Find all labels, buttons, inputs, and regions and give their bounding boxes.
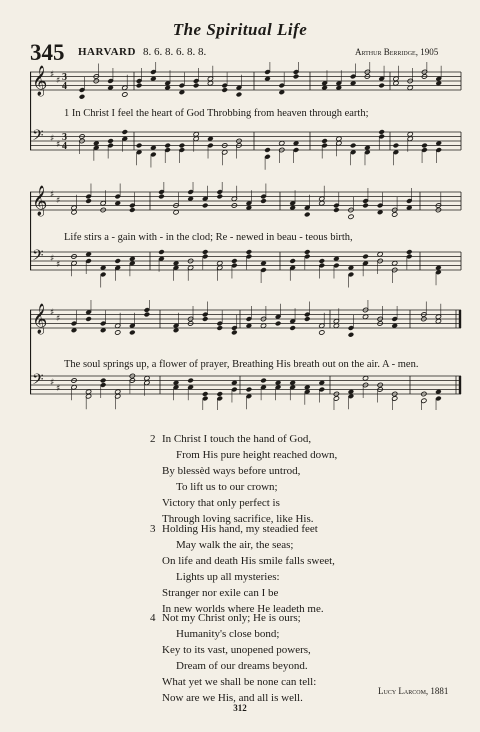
stanza-line: What yet we shall be none can tell:	[162, 676, 317, 688]
note-head	[173, 328, 179, 333]
note-head	[336, 85, 342, 90]
note-head	[158, 194, 164, 199]
stanza-2	[150, 431, 337, 527]
note-head	[364, 145, 370, 150]
bass-clef-icon: 𝄢	[32, 247, 44, 268]
note-head	[290, 325, 296, 330]
bass-staff	[30, 247, 461, 270]
note-head	[377, 210, 383, 215]
meter: 8. 6. 8. 6. 8. 8.	[143, 46, 207, 58]
note-head	[231, 380, 237, 385]
note-head	[144, 312, 150, 317]
note-head	[319, 380, 325, 385]
stanza-line: In Christ I touch the hand of God,	[162, 433, 312, 445]
note-head	[193, 83, 199, 88]
note-head	[217, 261, 223, 266]
note-head	[122, 129, 128, 134]
note-head	[304, 385, 310, 390]
note-head	[321, 138, 327, 143]
note-head	[379, 83, 385, 88]
sharp-icon: ♯	[56, 384, 61, 394]
stanza-line: Victory that only perfect is	[162, 497, 280, 509]
note-head	[202, 391, 208, 396]
note-head	[392, 323, 398, 328]
treble-clef-icon: 𝄞	[32, 304, 48, 334]
stanza-line: Humanity's close bond;	[176, 628, 280, 640]
composer-credit: Arthur Berridge, 1905	[355, 47, 439, 57]
note-head	[435, 265, 441, 270]
stanza-line: Lights up all mysteries:	[176, 571, 280, 583]
note-head	[407, 132, 413, 137]
note-head	[348, 265, 354, 270]
sharp-icon: ♯	[56, 314, 61, 324]
note-head	[246, 387, 252, 392]
note-head	[362, 254, 368, 259]
note-head	[392, 261, 398, 266]
music-staves	[30, 300, 462, 410]
note-head	[79, 94, 85, 99]
note-head	[100, 378, 106, 383]
note-head	[236, 92, 242, 97]
sharp-icon: ♯	[50, 254, 55, 264]
note-head	[165, 143, 171, 148]
note-head	[377, 252, 383, 257]
stanza-line: Now are we His, and all is well.	[162, 692, 303, 704]
note-head	[85, 252, 91, 257]
time-signature-bottom: 4	[62, 81, 67, 92]
note-head	[333, 207, 339, 212]
note-head	[173, 261, 179, 266]
lyric-line-1: 1 In Christ I feel the heart of God Throbbing from heaven through earth;	[64, 108, 369, 119]
note-head	[115, 330, 121, 335]
note-head	[93, 141, 99, 146]
note-head	[179, 90, 185, 95]
note-head	[115, 389, 121, 394]
note-head	[71, 210, 77, 215]
note-head	[100, 265, 106, 270]
note-head	[293, 74, 299, 79]
stanza-line: In new worlds where He leadeth me.	[162, 603, 324, 615]
note-head	[136, 83, 142, 88]
note-head	[275, 380, 281, 385]
note-head	[392, 212, 398, 217]
sharp-icon: ♯	[56, 260, 61, 270]
note-head	[275, 321, 281, 326]
note-head	[100, 328, 106, 333]
note-head	[173, 210, 179, 215]
music-system-1	[30, 62, 462, 170]
note-head	[319, 330, 325, 335]
note-head	[264, 147, 270, 152]
note-head	[231, 330, 237, 335]
music-system-2	[30, 182, 462, 288]
note-head	[71, 328, 77, 333]
note-head	[362, 314, 368, 319]
note-head	[165, 85, 171, 90]
note-head	[217, 194, 223, 199]
note-head	[333, 323, 339, 328]
note-head	[107, 138, 113, 143]
note-head	[435, 319, 441, 324]
sharp-icon: ♯	[56, 76, 61, 86]
sharp-icon: ♯	[56, 196, 61, 206]
music-system-3	[30, 300, 462, 410]
stanza-number: 2	[150, 433, 156, 445]
time-signature-bottom: 4	[62, 141, 67, 152]
sharp-icon: ♯	[56, 140, 61, 150]
note-head	[290, 380, 296, 385]
note-head	[231, 258, 237, 263]
page-number: 312	[233, 703, 247, 713]
note-head	[304, 316, 310, 321]
treble-clef-icon: 𝄞	[32, 186, 48, 216]
stanza-line: May walk the air, the seas;	[176, 539, 294, 551]
note-head	[85, 389, 91, 394]
treble-clef-icon: 𝄞	[32, 66, 48, 96]
note-head	[348, 214, 354, 219]
note-head	[436, 81, 442, 86]
note-head	[393, 81, 399, 86]
stanza-number: 3	[150, 523, 156, 535]
note-head	[222, 87, 228, 92]
note-head	[304, 212, 310, 217]
lyric-line-2: Life stirs a - gain with - in the clod; Re - newed in beau - teous birth,	[64, 232, 353, 243]
time-signature-top: 3	[62, 72, 67, 83]
note-head	[129, 256, 135, 261]
note-head	[260, 261, 266, 266]
note-head	[406, 249, 412, 254]
note-head	[246, 323, 252, 328]
note-head	[348, 332, 354, 337]
sharp-icon: ♯	[50, 134, 55, 144]
stanza-line: From His pure height reached down,	[176, 449, 338, 461]
note-head	[379, 129, 385, 134]
note-head	[136, 143, 142, 148]
note-head	[129, 330, 135, 335]
note-head	[173, 380, 179, 385]
tune-name: HARVARD	[78, 46, 136, 58]
note-head	[350, 81, 356, 86]
note-head	[319, 201, 325, 206]
stanza-number: 4	[150, 612, 156, 624]
note-head	[107, 85, 113, 90]
stanza-line: By blessèd ways before untrod,	[162, 465, 301, 477]
sharp-icon: ♯	[50, 308, 55, 318]
bass-staff	[30, 371, 461, 394]
note-head	[193, 132, 199, 137]
stanza-line: Key to its vast, unopened powers,	[162, 644, 311, 656]
note-head	[290, 205, 296, 210]
note-head	[85, 316, 91, 321]
note-head	[115, 201, 121, 206]
time-signature-top: 3	[62, 132, 67, 143]
note-head	[393, 143, 399, 148]
note-head	[336, 136, 342, 141]
note-head	[246, 205, 252, 210]
author-credit: Lucy Larcom, 1881	[378, 686, 449, 696]
stanza-line: Not my Christ only; He is ours;	[162, 612, 301, 624]
note-head	[321, 85, 327, 90]
note-head	[150, 145, 156, 150]
note-head	[435, 389, 441, 394]
note-head	[319, 258, 325, 263]
note-head	[293, 141, 299, 146]
note-head	[260, 378, 266, 383]
note-head	[129, 207, 135, 212]
stanza-4	[150, 610, 316, 706]
note-head	[188, 196, 194, 201]
note-head	[144, 376, 150, 381]
stanza-line: To lift us to our crown;	[176, 481, 278, 493]
sharp-icon: ♯	[50, 190, 55, 200]
note-head	[150, 76, 156, 81]
stanza-line: On life and death His smile falls sweet,	[162, 555, 335, 567]
note-head	[264, 76, 270, 81]
note-head	[362, 203, 368, 208]
sharp-icon: ♯	[50, 378, 55, 388]
note-head	[202, 316, 208, 321]
note-head	[421, 143, 427, 148]
note-head	[85, 198, 91, 203]
note-head	[207, 81, 213, 86]
note-head	[260, 323, 266, 328]
stanza-line: Through loving sacrifice, like His.	[162, 513, 314, 525]
note-head	[246, 249, 252, 254]
note-head	[279, 90, 285, 95]
note-head	[202, 203, 208, 208]
section-title: The Spiritual Life	[172, 20, 308, 39]
note-head	[406, 205, 412, 210]
note-head	[207, 136, 213, 141]
stanza-line: Dream of our dreams beyond.	[176, 660, 308, 672]
note-head	[407, 85, 413, 90]
note-head	[436, 141, 442, 146]
note-head	[279, 141, 285, 146]
note-head	[158, 249, 164, 254]
note-head	[348, 389, 354, 394]
bass-clef-icon: 𝄢	[32, 371, 44, 392]
note-head	[188, 378, 194, 383]
bass-clef-icon: 𝄢	[32, 127, 44, 148]
note-head	[333, 256, 339, 261]
note-head	[362, 376, 368, 381]
stanza-line: Stranger nor exile can I be	[162, 587, 279, 599]
note-head	[115, 258, 121, 263]
lyric-line-3: The soul springs up, a flower of prayer, Breathing His breath out on the air. A - men.	[64, 359, 419, 370]
note-head	[179, 143, 185, 148]
note-head	[217, 391, 223, 396]
note-head	[260, 198, 266, 203]
stanza-3	[150, 521, 335, 617]
note-head	[304, 249, 310, 254]
sharp-icon: ♯	[50, 70, 55, 80]
stanza-line: Holding His hand, my steadied feet	[162, 523, 318, 535]
note-head	[217, 325, 223, 330]
note-head	[350, 143, 356, 148]
note-head	[122, 92, 128, 97]
note-head	[202, 249, 208, 254]
note-head	[290, 258, 296, 263]
hymn-number: 345	[30, 40, 65, 65]
